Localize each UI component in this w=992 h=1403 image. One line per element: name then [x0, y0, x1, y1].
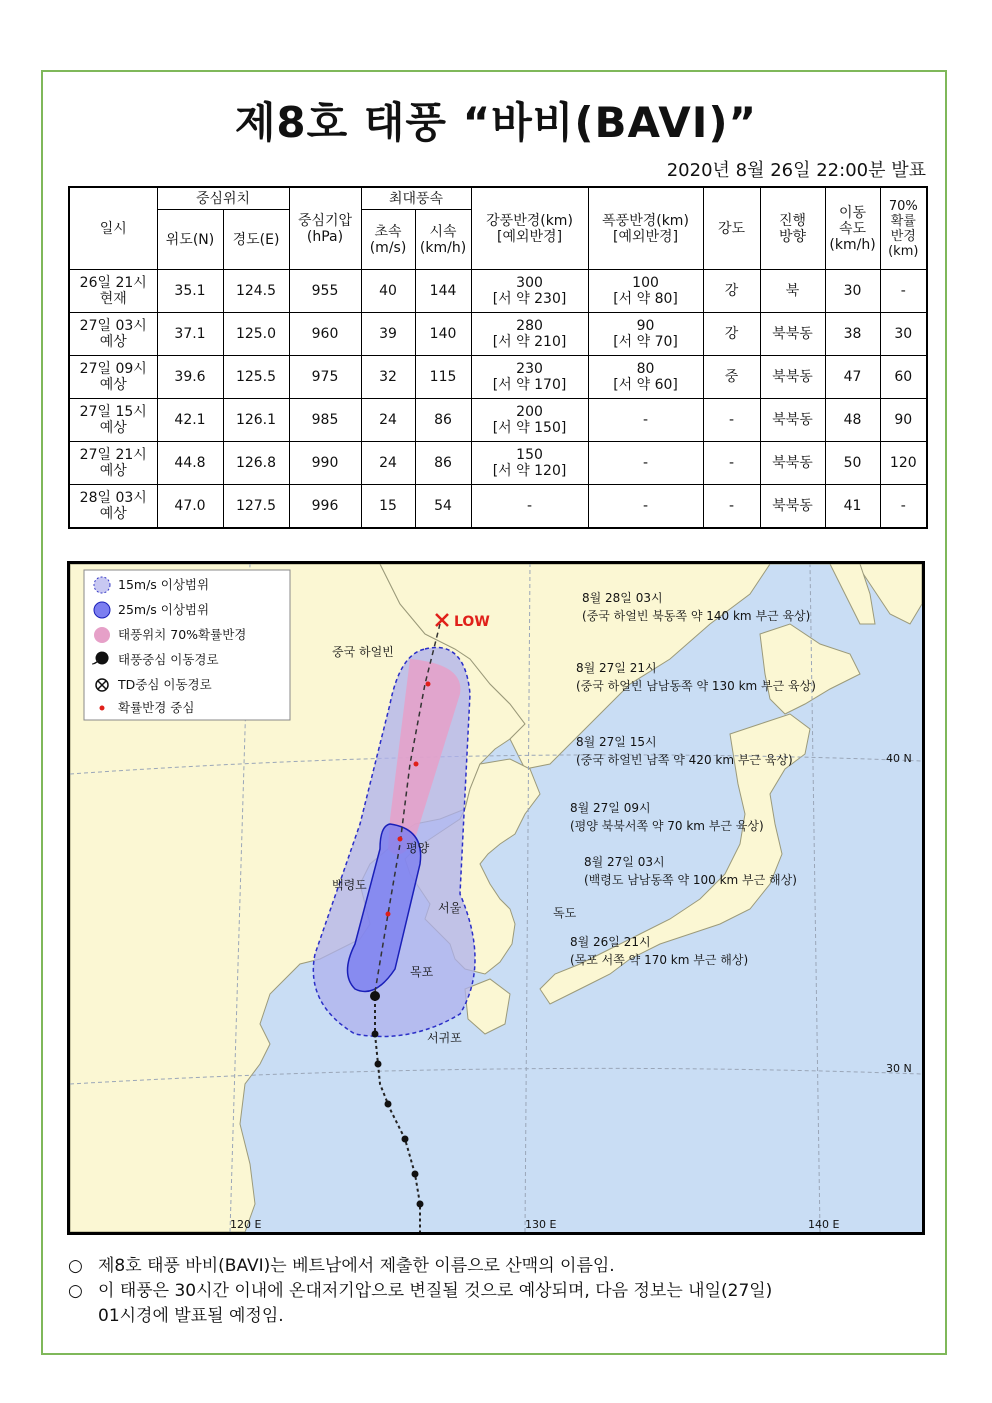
issued-time: 2020년 8월 26일 22:00분 발표 [666, 160, 926, 181]
cell-direction: 북북동 [760, 485, 825, 529]
prob-center [398, 837, 403, 842]
cell-prob-radius: - [880, 485, 927, 529]
map-legend [84, 570, 290, 720]
cell-strong-radius: 230 [서 약 170] [471, 356, 588, 399]
header-kmh: 시속 (km/h) [415, 210, 471, 270]
header-storm-radius: 폭풍반경(km) [예외반경] [588, 187, 703, 270]
annotation-time: 8월 26일 21시 [570, 935, 651, 949]
cell-pressure: 990 [289, 442, 361, 485]
cell-prob-radius: 60 [880, 356, 927, 399]
prob-center [426, 682, 431, 687]
track-mark [412, 1171, 419, 1178]
note-bullet: ○ [68, 1281, 83, 1301]
cell-pressure: 960 [289, 313, 361, 356]
table-row [69, 356, 927, 399]
forecast-table [68, 186, 928, 529]
note-item [68, 1254, 928, 1279]
cell-storm-radius: - [588, 442, 703, 485]
place-seoul: 서울 [438, 901, 462, 915]
annotation-time: 8월 27일 21시 [576, 661, 657, 675]
cell-lon: 126.1 [223, 399, 289, 442]
cell-intensity: - [703, 442, 760, 485]
cell-datetime: 26일 21시 현재 [69, 270, 157, 313]
annotation-desc: (중국 하얼빈 남쪽 약 420 km 부근 육상) [576, 753, 793, 767]
header-intensity: 강도 [703, 187, 760, 270]
legend-label: 태풍위치 70%확률반경 [118, 627, 247, 642]
cell-speed: 47 [825, 356, 880, 399]
place-dokdo: 독도 [553, 906, 577, 920]
legend-prob70-icon [94, 627, 110, 643]
cell-strong-radius: 200 [서 약 150] [471, 399, 588, 442]
cell-strong-radius: 150 [서 약 120] [471, 442, 588, 485]
notes [68, 1254, 928, 1329]
cell-wind-ms: 15 [361, 485, 415, 529]
cell-speed: 30 [825, 270, 880, 313]
legend-prob-center-icon [100, 706, 105, 711]
table-row [69, 399, 927, 442]
cell-lon: 125.5 [223, 356, 289, 399]
note-text: 제8호 태풍 바비(BAVI)는 베트남에서 제출한 이름으로 산맥의 이름임. [98, 1256, 615, 1276]
cell-lon: 126.8 [223, 442, 289, 485]
legend-label: 확률반경 중심 [118, 700, 195, 715]
annotation-desc: (중국 하얼빈 북동쪽 약 140 km 부근 육상) [582, 609, 811, 623]
cell-storm-radius: 80 [서 약 60] [588, 356, 703, 399]
cell-pressure: 996 [289, 485, 361, 529]
lat-label: 30 N [886, 1062, 912, 1075]
place-mokpo: 목포 [410, 965, 434, 979]
cell-datetime: 27일 03시 예상 [69, 313, 157, 356]
prob-center [386, 912, 391, 917]
cell-intensity: 강 [703, 270, 760, 313]
table-row [69, 485, 927, 529]
cell-pressure: 955 [289, 270, 361, 313]
map-svg [70, 564, 922, 1232]
cell-datetime: 27일 15시 예상 [69, 399, 157, 442]
cell-direction: 북북동 [760, 313, 825, 356]
cell-speed: 48 [825, 399, 880, 442]
track-mark [385, 1101, 392, 1108]
prob-center [414, 762, 419, 767]
cell-wind-ms: 24 [361, 442, 415, 485]
cell-direction: 북북동 [760, 399, 825, 442]
place-seogwipo: 서귀포 [427, 1031, 462, 1045]
cell-direction: 북북동 [760, 442, 825, 485]
cell-prob-radius: 120 [880, 442, 927, 485]
header-speed: 이동 속도 (km/h) [825, 187, 880, 270]
cell-wind-kmh: 86 [415, 399, 471, 442]
cell-speed: 38 [825, 313, 880, 356]
legend-wind15-icon [94, 577, 110, 593]
legend-label: TD중심 이동경로 [118, 677, 212, 692]
low-label: LOW [454, 614, 490, 630]
cell-wind-kmh: 144 [415, 270, 471, 313]
cell-speed: 41 [825, 485, 880, 529]
cell-wind-kmh: 86 [415, 442, 471, 485]
cell-wind-kmh: 54 [415, 485, 471, 529]
cell-strong-radius: - [471, 485, 588, 529]
cell-lat: 44.8 [157, 442, 223, 485]
annotation-desc: (목포 서쪽 약 170 km 부근 해상) [570, 953, 749, 967]
cell-datetime: 28일 03시 예상 [69, 485, 157, 529]
annotation-time: 8월 27일 15시 [576, 735, 657, 749]
cell-intensity: - [703, 485, 760, 529]
cell-prob-radius: - [880, 270, 927, 313]
cell-lon: 124.5 [223, 270, 289, 313]
header-ms: 초속 (m/s) [361, 210, 415, 270]
cell-storm-radius: - [588, 399, 703, 442]
header-lon: 경도(E) [223, 210, 289, 270]
annotation-desc: (백령도 남남동쪽 약 100 km 부근 해상) [584, 873, 797, 887]
cell-wind-kmh: 115 [415, 356, 471, 399]
cell-pressure: 985 [289, 399, 361, 442]
cell-lon: 125.0 [223, 313, 289, 356]
annotation-time: 8월 28일 03시 [582, 591, 663, 605]
cell-prob-radius: 30 [880, 313, 927, 356]
legend-box [84, 570, 290, 720]
cell-intensity: 강 [703, 313, 760, 356]
cell-storm-radius: 90 [서 약 70] [588, 313, 703, 356]
lat-label: 40 N [886, 752, 912, 765]
cell-pressure: 975 [289, 356, 361, 399]
track-mark [402, 1136, 409, 1143]
cell-lat: 42.1 [157, 399, 223, 442]
cell-strong-radius: 280 [서 약 210] [471, 313, 588, 356]
cell-strong-radius: 300 [서 약 230] [471, 270, 588, 313]
cell-wind-ms: 24 [361, 399, 415, 442]
cell-direction: 북 [760, 270, 825, 313]
annotation-desc: (중국 하얼빈 남남동쪽 약 130 km 부근 육상) [576, 679, 816, 693]
annotation-time: 8월 27일 09시 [570, 801, 651, 815]
annotation-desc: (평양 북북서쪽 약 70 km 부근 육상) [570, 819, 764, 833]
note-bullet: ○ [68, 1256, 83, 1276]
header-strong-radius: 강풍반경(km) [예외반경] [471, 187, 588, 270]
cell-direction: 북북동 [760, 356, 825, 399]
header-datetime: 일시 [69, 187, 157, 270]
legend-label: 25m/s 이상범위 [118, 602, 210, 617]
track-mark [375, 1061, 382, 1068]
cell-intensity: 중 [703, 356, 760, 399]
track-mark [417, 1201, 424, 1208]
cell-wind-ms: 32 [361, 356, 415, 399]
cell-lat: 37.1 [157, 313, 223, 356]
place-pyongyang: 평양 [406, 841, 430, 855]
typhoon-track-map [67, 561, 925, 1235]
table-row [69, 313, 927, 356]
note-text: 이 태풍은 30시간 이내에 온대저기압으로 변질될 것으로 예상되며, 다음 정보는 내일(27일) [98, 1281, 773, 1301]
cell-lat: 39.6 [157, 356, 223, 399]
cell-wind-kmh: 140 [415, 313, 471, 356]
cell-prob-radius: 90 [880, 399, 927, 442]
header-center: 중심위치 [157, 187, 289, 210]
cell-storm-radius: 100 [서 약 80] [588, 270, 703, 313]
page-title: 제8호 태풍 “바비(BAVI)” [234, 98, 758, 147]
table-row [69, 442, 927, 485]
header-direction: 진행 방향 [760, 187, 825, 270]
header-pressure: 중심기압 (hPa) [289, 187, 361, 270]
cell-wind-ms: 40 [361, 270, 415, 313]
legend-label: 15m/s 이상범위 [118, 577, 210, 592]
cell-lon: 127.5 [223, 485, 289, 529]
header-maxwind: 최대풍속 [361, 187, 471, 210]
place-harbin: 중국 하얼빈 [332, 645, 394, 659]
annotation-time: 8월 27일 03시 [584, 855, 665, 869]
cell-intensity: - [703, 399, 760, 442]
cell-datetime: 27일 09시 예상 [69, 356, 157, 399]
track-mark [372, 1031, 379, 1038]
header-lat: 위도(N) [157, 210, 223, 270]
table-row [69, 270, 927, 313]
cell-lat: 47.0 [157, 485, 223, 529]
note-text-continued: 01시경에 발표될 예정임. [98, 1306, 284, 1326]
cell-wind-ms: 39 [361, 313, 415, 356]
cell-datetime: 27일 21시 예상 [69, 442, 157, 485]
lon-label: 140 E [808, 1218, 840, 1231]
header-prob-radius: 70% 확률 반경 (km) [880, 187, 927, 270]
cell-storm-radius: - [588, 485, 703, 529]
cell-lat: 35.1 [157, 270, 223, 313]
place-baengnyeong: 백령도 [332, 878, 367, 892]
legend-wind25-icon [94, 602, 110, 618]
legend-label: 태풍중심 이동경로 [118, 652, 219, 667]
track-mark [370, 991, 380, 1001]
lon-label: 120 E [230, 1218, 262, 1231]
note-item [68, 1279, 928, 1304]
cell-speed: 50 [825, 442, 880, 485]
lon-label: 130 E [525, 1218, 557, 1231]
